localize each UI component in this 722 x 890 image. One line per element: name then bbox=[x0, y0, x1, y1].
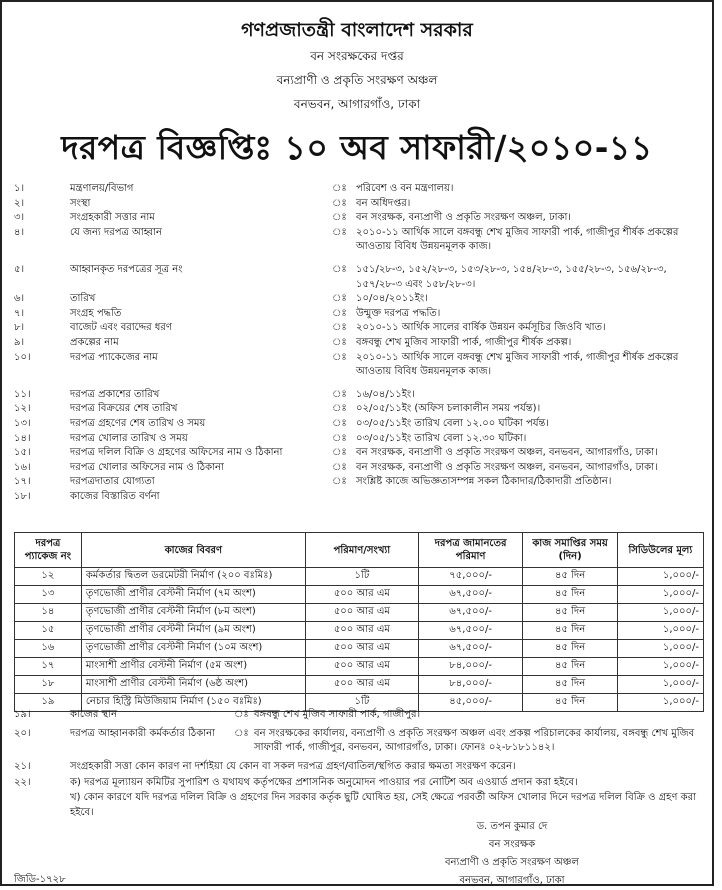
cell-price: ১,০০০/- bbox=[617, 604, 703, 622]
cell-qty: ৫০০ আর এম bbox=[305, 586, 418, 604]
cell-desc: মাংসাশী প্রাণীর বেস্টনী নির্মাণ (৫ম অংশ) bbox=[81, 658, 305, 676]
info-value: ০২/০৫/১১ইং (অফিস চলাকালীন সময় পর্যন্ত)। bbox=[356, 403, 541, 415]
info-num: ৫। bbox=[14, 263, 25, 275]
info-row bbox=[14, 417, 704, 432]
info-label: যে জন্য দরপত্র আহ্বান bbox=[70, 226, 162, 238]
work-table-header-row bbox=[15, 533, 704, 568]
info-row bbox=[14, 321, 704, 336]
footer-items bbox=[14, 708, 704, 820]
cell-qty: ৫০০ আর এম bbox=[305, 604, 418, 622]
info-value: সংশ্লিষ্ট কাজে অভিজ্ঞতাসম্পন্ন সকল ঠিকাদার/ঠিকাদারী প্রতিষ্ঠান। bbox=[356, 476, 612, 488]
table-row bbox=[15, 604, 704, 622]
info-colon: ঃ bbox=[332, 197, 347, 209]
cell-qty: ১টি bbox=[305, 694, 418, 712]
cell-days: ৪৫ দিন bbox=[523, 694, 617, 712]
info-row bbox=[14, 197, 704, 212]
info-row bbox=[14, 490, 704, 505]
info-row bbox=[14, 292, 704, 307]
cell-days: ৪৫ দিন bbox=[523, 568, 617, 586]
table-row bbox=[15, 640, 704, 658]
circle-name: বন্যপ্রাণী ও প্রকৃতি সংরক্ষণ অঞ্চল bbox=[276, 73, 438, 87]
info-label: মন্ত্রণালয়/বিভাগ bbox=[70, 183, 134, 194]
cell-pkg: ১৮ bbox=[15, 676, 82, 694]
cell-desc: তৃণভোজী প্রাণীর বেস্টনী নির্মাণ (৮ম অংশ) bbox=[81, 604, 305, 622]
info-row-20: ২০। দরপত্র আহ্বানকারী কর্মকর্তার ঠিকানা ঃ বন সংরক্ষকের কার্যালয়, বন্যপ্রাণী ও প্রকৃতি সংরক্ষণ অঞ্চল এবং প্রকল্প পরিচালকের কার্যালয়, বঙ্গবন্ধু শেখ মুজিব সাফারী পার্ক, গাজীপুর, বনভবন, আগারগাঁও, ঢাকা। ফোনঃ ০২-৮১৮১১৪২। bbox=[14, 727, 695, 754]
info-value: ২০১০-১১ আর্থিক সালে বঙ্গবন্ধু শেখ মুজিব সাফারী পার্ক, গাজীপুর শীর্ষক প্রকল্পের আওতায় বিবিধ উন্নয়নমূলক কাজ। bbox=[356, 351, 679, 378]
info-num: ১৬। bbox=[14, 461, 31, 473]
info-colon: ঃ bbox=[332, 293, 347, 305]
info-row bbox=[14, 182, 704, 197]
info-num: ১০। bbox=[14, 351, 31, 363]
info-value: ১০/০৪/২০১১ইং। bbox=[356, 293, 428, 305]
info-value: ১৫১/২৮-৩, ১৫২/২৮-৩, ১৫৩/২৮-৩, ১৫৪/২৮-৩, ১৫৫/২৮-৩, ১৫৬/২৮-৩, ১৫৭/২৮-৩ এবং ১৫৮/২৮-৩। bbox=[356, 263, 667, 290]
table-row bbox=[15, 622, 704, 640]
info-value: ০৩/০৫/১১ইং তারিখ বেলা ১২.৩০ ঘটিকা। bbox=[356, 432, 527, 444]
info-num: ২। bbox=[14, 197, 25, 209]
cell-pkg: ১৯ bbox=[15, 694, 82, 712]
info-row bbox=[14, 475, 704, 490]
info-row bbox=[14, 226, 704, 255]
cell-days: ৪৫ দিন bbox=[523, 640, 617, 658]
info-colon: ঃ bbox=[332, 322, 347, 334]
info-num: ১৪। bbox=[14, 432, 31, 444]
info-value: পরিবেশ ও বন মন্ত্রণালয়। bbox=[356, 183, 454, 194]
table-row bbox=[15, 586, 704, 604]
header-security-amount: দরপত্র জামানতের পরিমাণ bbox=[418, 533, 523, 568]
signatory-address: বনভবন, আগারগাঁও, ঢাকা bbox=[459, 875, 565, 886]
cell-security: ৬৭,৫০০/- bbox=[418, 640, 523, 658]
cell-pkg: ১৫ bbox=[15, 622, 82, 640]
info-num: ৭। bbox=[14, 307, 25, 319]
cell-pkg: ১৪ bbox=[15, 604, 82, 622]
cell-desc: মাংসাশী প্রাণীর বেস্টনী নির্মাণ (৬ষ্ঠ অংশ) bbox=[81, 676, 305, 694]
info-num: ১৫। bbox=[14, 447, 31, 459]
info-label: আহ্বানকৃত দরপত্রের সূত্র নং bbox=[70, 263, 183, 275]
header-package-no: দরপত্র প্যাকেজ নং bbox=[15, 533, 82, 568]
info-label: কাজের বিস্তারিত বর্ণনা bbox=[70, 490, 160, 502]
cell-days: ৪৫ দিন bbox=[523, 676, 617, 694]
info-row bbox=[14, 446, 704, 461]
info-value: বঙ্গবন্ধু শেখ মুজিব সাফারী পার্ক, গাজীপুর শীর্ষক প্রকল্প। bbox=[356, 336, 572, 348]
cell-price: ১,০০০/- bbox=[617, 694, 703, 712]
info-colon: ঃ bbox=[332, 226, 347, 238]
cell-price: ১,০০০/- bbox=[617, 622, 703, 640]
info-colon: ঃ bbox=[332, 447, 347, 459]
header-quantity: পরিমাণ/সংখ্যা bbox=[305, 533, 418, 568]
info-num: ১৮। bbox=[14, 490, 31, 502]
info-row bbox=[14, 351, 704, 380]
info-label: তারিখ bbox=[70, 293, 96, 305]
cell-security: ৮৪,০০০/- bbox=[418, 676, 523, 694]
cell-pkg: ১৬ bbox=[15, 640, 82, 658]
cell-desc: তৃণভোজী প্রাণীর বেস্টনী নির্মাণ (৯ম অংশ) bbox=[81, 622, 305, 640]
cell-price: ১,০০০/- bbox=[617, 568, 703, 586]
cell-qty: ৫০০ আর এম bbox=[305, 658, 418, 676]
info-row-19: ১৯। কাজের স্থান ঃ বঙ্গবন্ধু শেখ মুজিব সাফারী পার্ক, গাজীপুর। bbox=[14, 709, 421, 720]
cell-days: ৪৫ দিন bbox=[523, 586, 617, 604]
info-label: দরপত্র গ্রহণের শেষ তারিখ ও সময় bbox=[70, 417, 206, 429]
cell-security: ৭৫,০০০/- bbox=[418, 568, 523, 586]
cell-price: ১,০০০/- bbox=[617, 586, 703, 604]
info-colon: ঃ bbox=[332, 183, 347, 194]
info-label: দরপত্রদাতার যোগ্যতা bbox=[70, 476, 155, 488]
info-num: ৮। bbox=[14, 322, 25, 334]
header-completion-days: কাজ সমাপ্তির সময় (দিন) bbox=[523, 533, 617, 568]
info-label: দরপত্র দলিল বিক্রি ও গ্রহণের অফিসের নাম ও ঠিকানা bbox=[70, 447, 283, 459]
cell-desc: কর্মকর্তার দ্বিতল ডরমেটরী নির্মাণ (২০০ বঃমিঃ) bbox=[81, 568, 305, 586]
cell-security: ৪৫,০০০/- bbox=[418, 694, 523, 712]
cell-pkg: ১৩ bbox=[15, 586, 82, 604]
table-row bbox=[15, 568, 704, 586]
info-row bbox=[14, 307, 704, 322]
info-num: ৯। bbox=[14, 336, 25, 348]
info-value: ০৩/০৫/১১ইং তারিখ বেলা ১২.০০ ঘটিকা পর্যন্ত। bbox=[356, 417, 549, 429]
info-value: বন সংরক্ষক, বন্যপ্রাণী ও প্রকৃতি সংরক্ষণ অঞ্চল, বনভবন, আগারগাঁও, ঢাকা। bbox=[356, 461, 658, 473]
info-row bbox=[14, 402, 704, 417]
info-num: ১। bbox=[14, 183, 25, 194]
info-value: বন অধিদপ্তর। bbox=[356, 197, 411, 209]
info-label: দরপত্র খোলার তারিখ ও সময় bbox=[70, 432, 188, 444]
info-colon: ঃ bbox=[332, 388, 347, 400]
info-row bbox=[14, 432, 704, 447]
info-row bbox=[14, 211, 704, 226]
cell-qty: ৫০০ আর এম bbox=[305, 622, 418, 640]
cell-desc: তৃণভোজী প্রাণীর বেস্টনী নির্মাণ (১০ম অংশ) bbox=[81, 640, 305, 658]
info-num: ১৩। bbox=[14, 417, 31, 429]
info-label: দরপত্র খোলার অফিসের নাম ও ঠিকানা bbox=[70, 461, 224, 473]
info-value bbox=[356, 490, 704, 505]
cell-pkg: ১৭ bbox=[15, 658, 82, 676]
office-name: বন সংরক্ষকের দপ্তর bbox=[310, 49, 404, 63]
info-colon: ঃ bbox=[332, 212, 347, 224]
info-colon: ঃ bbox=[332, 351, 347, 363]
info-colon: ঃ bbox=[332, 476, 347, 488]
notice-title: দরপত্র বিজ্ঞপ্তিঃ ১০ অব সাফারী/২০১০-১১ bbox=[61, 128, 653, 167]
cell-security: ৬৭,৫০০/- bbox=[418, 586, 523, 604]
cell-price: ১,০০০/- bbox=[617, 658, 703, 676]
info-value: বন সংরক্ষক, বন্যপ্রাণী ও প্রকৃতি সংরক্ষণ অঞ্চল, ঢাকা। bbox=[356, 212, 571, 224]
cell-pkg: ১২ bbox=[15, 568, 82, 586]
info-row-21: ২১। সংগ্রহকারী সত্তা কোন কারণ না দর্শাইয়া যে কোন বা সকল দরপত্র গ্রহণ/বাতিল/স্থগিত করার ক্ষমতা সংরক্ষণ করেন। bbox=[14, 760, 516, 772]
info-colon: ঃ bbox=[332, 263, 347, 275]
gd-number: জিডি-১৭২৮ bbox=[14, 874, 66, 885]
info-value: ২০১০-১১ আর্থিক সালের বার্ষিক উন্নয়ন কর্মসূচির জিওবি খাত। bbox=[356, 322, 606, 334]
info-num: ১৭। bbox=[14, 476, 31, 488]
cell-security: ৬৭,৫০০/- bbox=[418, 604, 523, 622]
info-row bbox=[14, 263, 704, 292]
header-description: কাজের বিবরণ bbox=[81, 533, 305, 568]
info-row-22: ২২। ক) দরপত্র মূল্যায়ন কমিটির সুপারিশ ও যথাযথ কর্তৃপক্ষের প্রশাসনিক অনুমোদন পাওয়ার পর নোটিশ অব এওয়ার্ড প্রদান করা হইবে। খ) কোন কারণে যদি দরপত্র দলিল বিক্রি ও গ্রহণের দিন সরকার কর্তৃক ছুটি ঘোষিত হয়, সেই ক্ষেত্রে পরবর্তী অফিস খোলার দিনে দরপত্র দলিল বিক্রি ও গ্রহণ করা হইবে। bbox=[14, 777, 697, 818]
cell-days: ৪৫ দিন bbox=[523, 622, 617, 640]
info-row bbox=[14, 461, 704, 476]
info-value: বন সংরক্ষক, বন্যপ্রাণী ও প্রকৃতি সংরক্ষণ অঞ্চল, বনভবন, আগারগাঁও, ঢাকা। bbox=[356, 447, 658, 459]
info-colon: ঃ bbox=[332, 461, 347, 473]
cell-security: ৮৪,০০০/- bbox=[418, 658, 523, 676]
cell-price: ১,০০০/- bbox=[617, 640, 703, 658]
cell-days: ৪৫ দিন bbox=[523, 604, 617, 622]
signature-block bbox=[412, 818, 612, 890]
info-label: সংগ্রহ পদ্ধতি bbox=[70, 307, 122, 319]
cell-desc: তৃণভোজী প্রাণীর বেস্টনী নির্মাণ (৭ম অংশ) bbox=[81, 586, 305, 604]
info-colon: ঃ bbox=[332, 336, 347, 348]
table-row bbox=[15, 676, 704, 694]
signatory-designation: বন সংরক্ষক bbox=[488, 839, 536, 850]
info-label: বাজেট এবং বরাদ্দের ধরণ bbox=[70, 322, 172, 334]
signatory-name: ড. তপন কুমার দে bbox=[476, 821, 548, 832]
signatory-office: বন্যপ্রাণী ও প্রকৃতি সংরক্ষণ অঞ্চল bbox=[444, 857, 579, 868]
info-colon: ঃ bbox=[332, 307, 347, 319]
cell-desc: নেচার হিস্ট্রি মিউজিয়াম নির্মাণ (১৫০ বঃমিঃ) bbox=[81, 694, 305, 712]
info-label: দরপত্র প্রকাশের তারিখ bbox=[70, 388, 160, 400]
cell-days: ৪৫ দিন bbox=[523, 658, 617, 676]
cell-qty: ৫০০ আর এম bbox=[305, 676, 418, 694]
work-table bbox=[14, 532, 704, 712]
info-value: উন্মুক্ত দরপত্র পদ্ধতি। bbox=[356, 307, 441, 319]
info-label: সংস্থা bbox=[70, 197, 91, 209]
office-address: বনভবন, আগারগাঁও, ঢাকা bbox=[293, 97, 421, 111]
header-schedule-price: সিডিউলের মূল্য bbox=[617, 533, 703, 568]
info-colon: ঃ bbox=[332, 417, 347, 429]
info-colon: ঃ bbox=[332, 432, 347, 444]
tender-info-list bbox=[14, 182, 704, 504]
table-row bbox=[15, 658, 704, 676]
info-num: ১২। bbox=[14, 403, 31, 415]
info-label: দরপত্র বিক্রয়ের শেষ তারিখ bbox=[70, 403, 178, 415]
cell-qty: ১টি bbox=[305, 568, 418, 586]
info-row bbox=[14, 336, 704, 351]
cell-security: ৬৭,৫০০/- bbox=[418, 622, 523, 640]
info-num: ১১। bbox=[14, 388, 31, 400]
info-value: ১৬/০৪/১১ইং। bbox=[356, 388, 415, 400]
cell-price: ১,০০০/- bbox=[617, 676, 703, 694]
info-colon: ঃ bbox=[332, 403, 347, 415]
cell-qty: ৫০০ আর এম bbox=[305, 640, 418, 658]
info-label: সংগ্রহকারী সত্তার নাম bbox=[70, 212, 155, 224]
info-num: ৪। bbox=[14, 226, 25, 238]
info-row bbox=[14, 388, 704, 403]
info-num: ৩। bbox=[14, 212, 25, 224]
info-label: দরপত্র প্যাকেজের নাম bbox=[70, 351, 158, 363]
info-num: ৬। bbox=[14, 293, 25, 305]
info-value: ২০১০-১১ আর্থিক সালে বঙ্গবন্ধু শেখ মুজিব সাফারী পার্ক, গাজীপুর শীর্ষক প্রকল্পের আওতায় বিবিধ উন্নয়নমূলক কাজ। bbox=[356, 226, 679, 253]
info-label: প্রকল্পের নাম bbox=[70, 336, 119, 348]
government-heading: গণপ্রজাতন্ত্রী বাংলাদেশ সরকার bbox=[241, 19, 473, 41]
